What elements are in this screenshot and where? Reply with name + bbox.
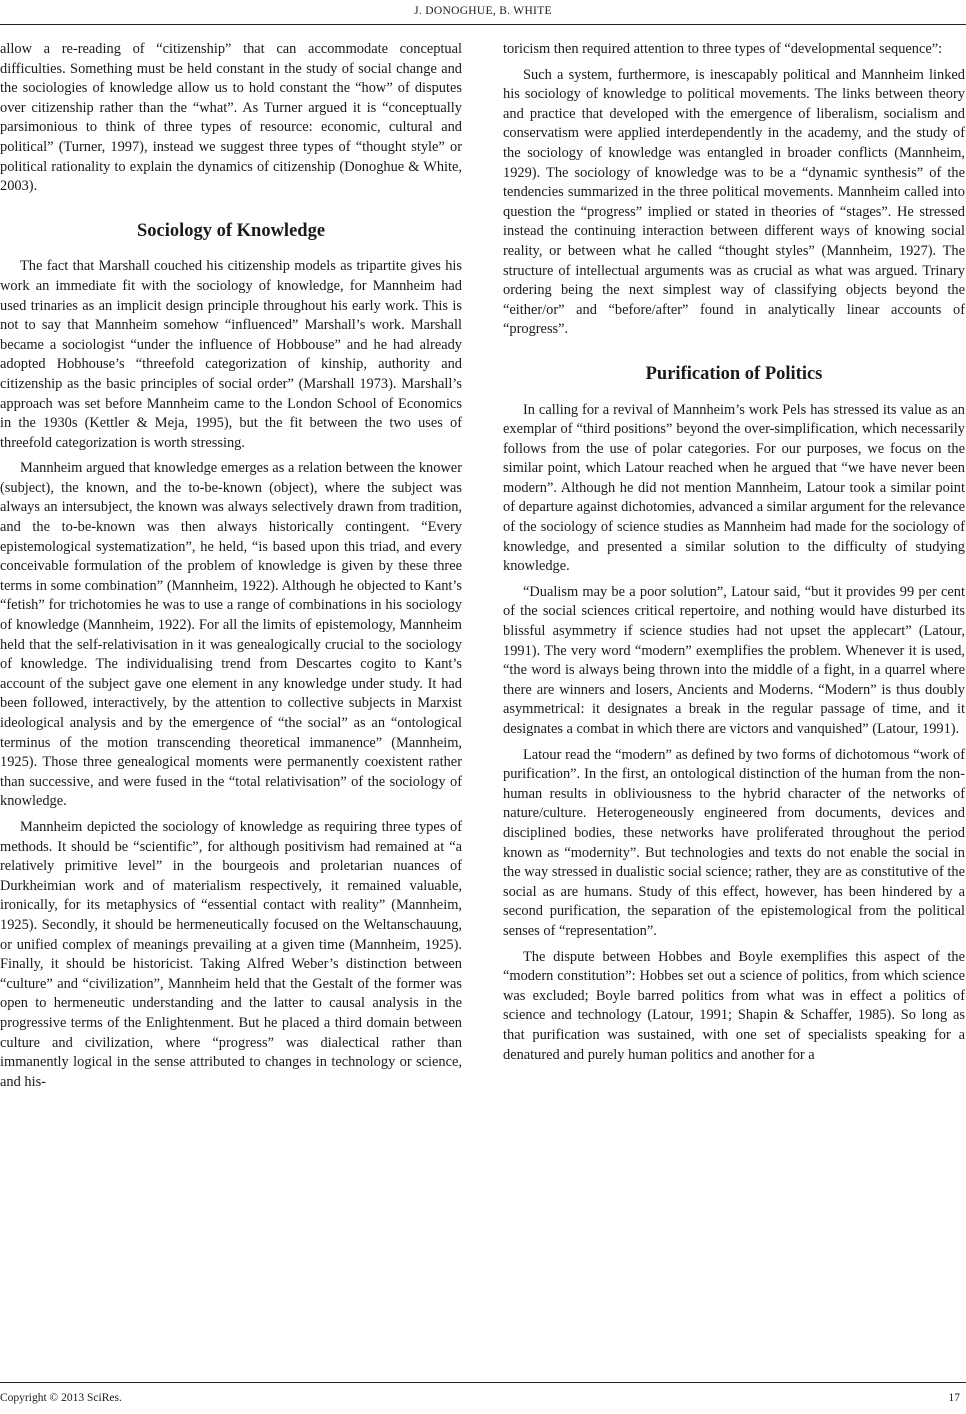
paragraph-pels-revival: In calling for a revival of Mannheim’s work Pels has stressed its value as an exemplar of “third positions” beyond the over-simplification, which necessarily follows from the use of polar categories. For our purposes, we focus on the similar point, which Latour reached when he argued that “we have never been modern”. Although he did not mention Mannheim, Latour took a similar point of departure against dichotomies, advanced a similar argument for the relevance of the sociology of science studies as Mannheim had made for the sociology of knowledge, and presented a similar solution to the difficulty of studying knowledge. — [503, 401, 965, 575]
right-column — [503, 40, 965, 1071]
paragraph-hobbes-boyle: The dispute between Hobbes and Boyle exemplifies this aspect of the “modern constitution”: Hobbes set out a science of politics, from which science was excluded; Boyle barred politics from what was in effect a politics of science and technology (Latour, 1991; Shapin & Schaffer, 1985). So long as that purification was sustained, with one set of specialists speaking for a denatured and purely human politics and another for a — [503, 948, 965, 1063]
section-heading-purification-of-politics: Purification of Politics — [645, 363, 823, 384]
section-heading-sociology-of-knowledge: Sociology of Knowledge — [136, 220, 326, 241]
paragraph-knower-known: Mannheim argued that knowledge emerges as a relation between the knower (subject), the known, and the to-be-known (object), where the subject was always an intersubject, the known was always selectively drawn from tradition, and the to-be-known was then always historically contingent. “Every epistemological systematization”, he held, “is based upon this triad, and every conceivable formulation of the problem of knowledge is given by these three terms in some combination” (Mannheim, 1922). Although he objected to Kant’s “fetish” for trichotomies he was to use a range of combinations in his sociology of knowledge (Mannheim, 1922). For all the limits of epistemology, Mannheim held that the self-relativisation in it was genealogically crucial to the sociology of knowledge. The individualising trend from Descartes cogito to Kant’s account of the subject gave one element in any knowledge under study. It had been followed, interactively, by the attention to collective subjects in Marxist ideological analysis and by the emergence of “the social” as an “ontological terminus of the motion transcending theoretical immanence” (Mannheim, 1925). Those three genealogical moments were permanently coexistent rather than successive, and were fused in the “total relativisation” of the sociology of knowledge. — [0, 460, 462, 810]
copyright-notice: Copyright © 2013 SciRes. — [0, 1392, 122, 1404]
paragraph-latour-modern: Latour read the “modern” as defined by two forms of dichotomous “work of purification”. In the first, an ontological distinction of the human from the non-human results in obliviousness to the hybrid character of the networks of nature/culture. Heterogeneously engineered from documents, devices and disciplined bodies, these networks have proliferated throughout the period known as “modernity”. But technologies and texts do not enable the social in the way stressed in dualistic social science; rather, they are as constitutive of the social as are humans. Study of this effect, however, has been hindered by a second purification, the separation of the epistemological from the political senses of “representation”. — [503, 746, 965, 939]
paragraph-political-system: Such a system, furthermore, is inescapably political and Mannheim linked his sociology of knowledge to political movements. The links between theory and practice that developed with the emergence of liberalism, socialism and conservatism were applied interdependently in the academy, and the study of the sociology of knowledge was entangled in broader conflicts (Mannheim, 1929). The sociology of knowledge was to be a “dynamic synthesis” of the tendencies summarized in the three political movements. Mannheim called into question the “progress” implied or stated in theories of “stages”. He stressed instead the continuing interaction between different ways of knowing social reality, or between what he called “thought styles” (Mannheim, 1927). The structure of intellectual arguments was as crucial as what was argued. Trinary ordering being the next simplest way of classifying objects beyond the “either/or” and “before/after” found in analytically linear accounts of “progress”. — [503, 66, 965, 338]
running-header: J. DONOGHUE, B. WHITE — [414, 5, 552, 17]
paragraph-intro-continued: allow a re-reading of “citizenship” that can accommodate conceptual difficulties. Something must be held constant in the study of social change and the sociologies of knowledge allow us to hold constant the “how” of disputes over citizenship rather than the “what”. As Turner argued it is “conceptually parsimonious to think of three types of resource: economic, cultural and political” (Turner, 1997), instead we suggest three types of “thought style” or political rationality to explain the dynamics of citizenship (Donoghue & White, 2003). — [0, 41, 462, 195]
left-column — [0, 40, 462, 1098]
paragraph-marshall-tripartite: The fact that Marshall couched his citizenship models as tripartite gives his work an immediate fit with the sociology of knowledge, for Mannheim had used trinaries as an implicit design principle throughout his early work. This is not to say that Mannheim somehow “influenced” Marshall’s work. Marshall became a sociologist “under the influence of Hobbouse” and he had already adopted Hobhouse’s “threefold categorization of kinship, authority and citizenship as the basic principles of social order” (Marshall 1973). Marshall’s approach was set before Mannheim came to the London School of Economics in the 1930s (Kettler & Meja, 1995), but the fit between the two uses of threefold categorization is worth stressing. — [0, 258, 462, 451]
header-rule — [0, 24, 966, 25]
paragraph-three-methods: Mannheim depicted the sociology of knowledge as requiring three types of methods. It should be “scientific”, for although positivism had remained at “a relatively primitive level” in the bourgeois and proletarian nuances of Durkheimian work and of materialism respectively, it remained valuable, ironically, for its metaphysics of “essential contact with reality” (Mannheim, 1925). Secondly, it should be hermeneutically focused on the Weltanschauung, or unified complex of meanings prevailing at a given time (Mannheim, 1925). Finally, it should be historicist. Taking Alfred Weber’s distinction between “culture” and “civilization”, Mannheim held that the Gestalt of the former was open to hermeneutic understanding and the latter to causal analysis in the progressive terms of the Enlightenment. But he placed a third domain between culture and civilization, where “progress” was dialectical rather than immanently logical in the sense attributed to changes in technology or science, and his- — [0, 818, 462, 1090]
paragraph-historicism-continued: toricism then required attention to three types of “developmental sequence”: — [503, 41, 943, 57]
paragraph-dualism: “Dualism may be a poor solution”, Latour said, “but it provides 99 per cent of the social sciences critical repertoire, and nothing would have disturbed its blissful asymmetry if science studies had not upset the applecart” (Latour, 1991). The very word “modern” exemplifies the problem. Whenever it is used, “the word is always being thrown into the middle of a fight, in a quarrel where there are winners and losers, Ancients and Moderns. “Modern” is thus doubly asymmetrical: it designates a break in the regular passage of time, and it designates a combat in which there are victors and vanquished” (Latour, 1991). — [503, 583, 965, 737]
page-number: 17 — [948, 1392, 960, 1404]
footer-rule — [0, 1382, 966, 1383]
